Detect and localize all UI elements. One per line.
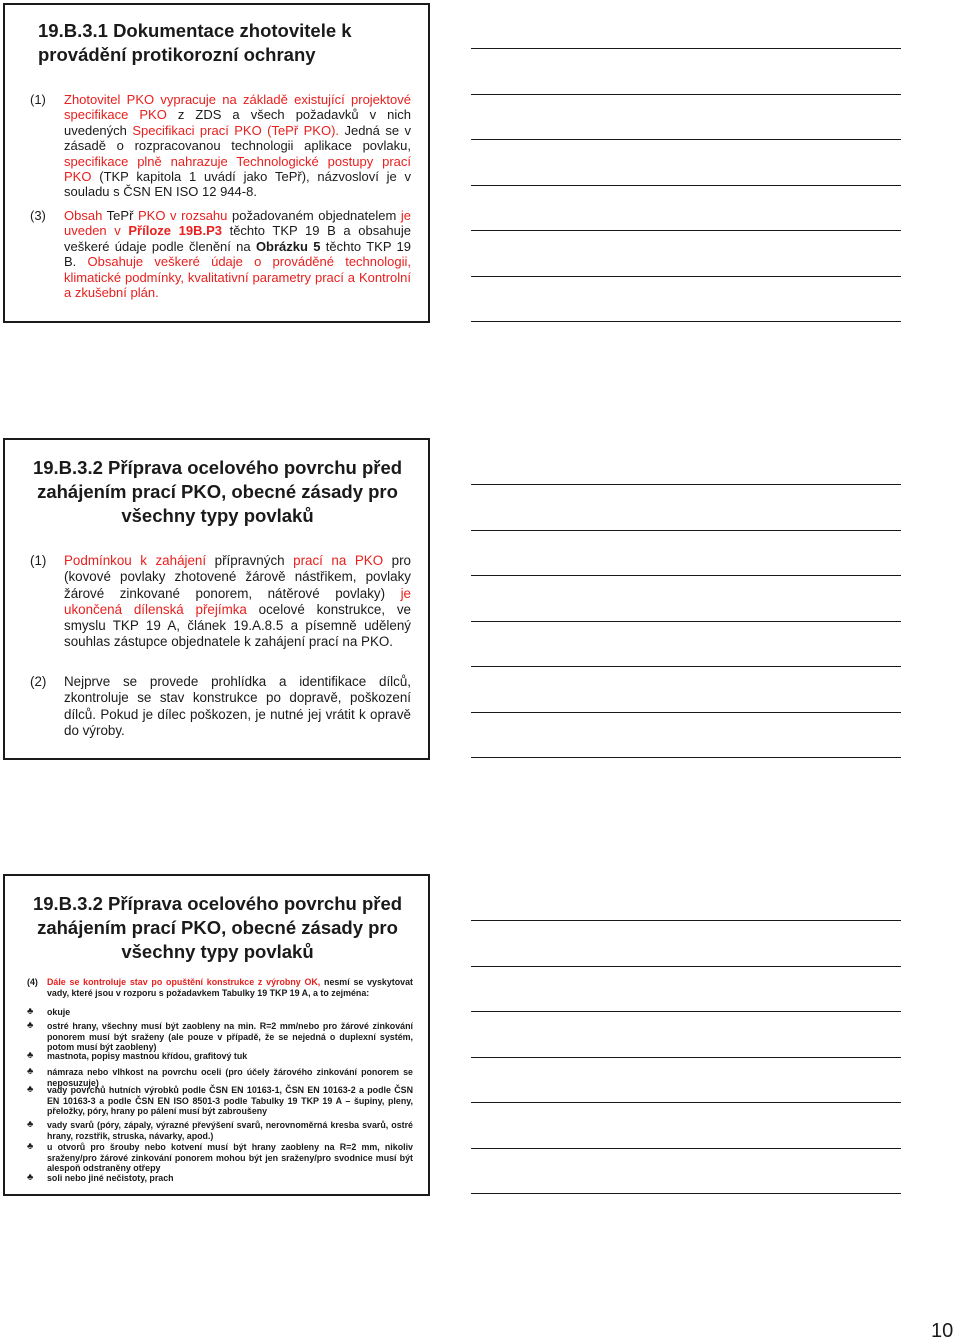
paragraph-number: (3) <box>30 208 46 223</box>
club-bullet-icon: ♣ <box>27 1084 34 1095</box>
note-line <box>471 1148 901 1149</box>
note-line <box>471 530 901 531</box>
text: TePř <box>102 208 138 223</box>
red-text: Obsah <box>64 208 103 223</box>
paragraph-text <box>64 92 411 200</box>
text: (TKP kapitola 1 uvádí jako TePř), názvosloví je v souladu s ČSN EN ISO 12 944-8. <box>64 169 411 200</box>
paragraph-number: (2) <box>30 674 47 689</box>
club-bullet-icon: ♣ <box>27 1066 34 1077</box>
paragraph-number: (4) <box>27 977 38 987</box>
page-number: 10 <box>931 1320 954 1342</box>
defect-list-item <box>27 1085 413 1117</box>
note-line <box>471 757 901 758</box>
paragraph-number: (1) <box>30 92 46 107</box>
note-line <box>471 1102 901 1103</box>
slide-1-title: 19.B.3.1 Dokumentace zhotovitele k provádění protikorozní ochrany <box>38 20 352 65</box>
slide-3 <box>3 874 430 1196</box>
note-line <box>471 1057 901 1058</box>
club-bullet-icon: ♣ <box>27 1141 34 1152</box>
club-bullet-icon: ♣ <box>27 1172 34 1183</box>
bold-text: Obrázku 5 <box>255 238 321 254</box>
note-line <box>471 230 901 231</box>
text: ocelové konstrukce, ve smyslu TKP 19 A, článek 19.A.8.5 a písemně udělený souhlas zástupce objednatele k zahájení prací na PKO. <box>64 601 411 650</box>
defect-list-item <box>27 1173 413 1184</box>
defect-list-item-text: ostré hrany, všechny musí být zaobleny na min. R=2 mm/nebo pro žárové zinkování ponorem musí být sraženy (ale pouze v případě, že se nejedná o duplexní systém, potom musí být zaobleny) <box>47 1021 413 1053</box>
red-text: prací na PKO <box>293 553 384 568</box>
slide-2-paragraph-1 <box>30 553 411 651</box>
note-line <box>471 1011 901 1012</box>
club-bullet-icon: ♣ <box>27 1119 34 1130</box>
slide-2 <box>3 438 430 760</box>
text: těchto TKP 19 B a obsahuje veškeré údaje podle členění na <box>64 223 412 254</box>
defect-list-item-text: vady svarů (póry, zápaly, výrazné převýšení svarů, nerovnoměrná kresba svarů, ostré hrany, rozstřik, struska, návarky, apod.) <box>47 1120 413 1141</box>
defect-list-item-text: mastnota, popisy mastnou křídou, grafitový tuk <box>47 1051 248 1061</box>
note-line <box>471 276 901 277</box>
paragraph-text: Nejprve se provede prohlídka a identifikace dílců, zkontroluje se stav konstrukce po dopravě, poškození dílců. Pokud je dílec poškozen, je nutné jej vrátit k opravě do výroby. <box>64 674 411 738</box>
red-text: Zhotovitel PKO vypracuje na základě existující projektové specifikace PKO <box>64 92 411 123</box>
defect-list-item <box>27 1051 413 1062</box>
club-bullet-icon: ♣ <box>27 1050 34 1061</box>
note-line <box>471 621 901 622</box>
red-bold-text: Příloze 19B.P3 <box>128 223 222 239</box>
text: pro (kovové povlaky zhotovené žárově nástřikem, povlaky žárové zinkované ponorem, nátěrové povlaky) <box>64 553 412 601</box>
slide-1-paragraph-3 <box>30 208 411 300</box>
red-text: je uveden v <box>64 208 412 239</box>
slide-3-title: 19.B.3.2 Příprava ocelového povrchu před zahájením prací PKO, obecné zásady pro všechny typy povlaků <box>32 893 403 962</box>
note-line <box>471 484 901 485</box>
slide-2-title: 19.B.3.2 Příprava ocelového povrchu před zahájením prací PKO, obecné zásady pro všechny typy povlaků <box>32 457 403 526</box>
note-line <box>471 966 901 967</box>
red-text: Obsahuje veškeré údaje o prováděné technologii, klimatické podmínky, kvalitativní parametry prací a Kontrolní a zkušební plán. <box>64 254 411 301</box>
note-line <box>471 185 901 186</box>
defect-list-item-text: soli nebo jiné nečistoty, prach <box>47 1173 174 1183</box>
paragraph-text <box>64 553 411 651</box>
slide-2-paragraph-2 <box>30 674 411 739</box>
note-line <box>471 575 901 576</box>
red-text: je ukončená dílenská přejímka <box>64 585 411 617</box>
paragraph-text <box>47 977 413 998</box>
red-text: Podmínkou k zahájení <box>64 553 207 568</box>
text: požadovaném objednatelem <box>227 208 401 223</box>
slide-3-paragraph-4 <box>27 977 413 998</box>
note-line <box>471 666 901 667</box>
red-text: PKO v rozsahu <box>138 208 228 223</box>
defect-list-item <box>27 1007 413 1018</box>
paragraph-text <box>64 208 411 300</box>
red-text: specifikace plně nahrazuje Technologické postupy prací PKO <box>64 153 411 185</box>
note-line <box>471 94 901 95</box>
text: přípravných <box>206 553 294 568</box>
defect-list-item <box>27 1021 413 1053</box>
red-text: Specifikaci prací PKO (TePř PKO). <box>132 122 340 138</box>
note-line <box>471 321 901 322</box>
note-line <box>471 48 901 49</box>
defect-list-item <box>27 1142 413 1174</box>
defect-list-item-text: okuje <box>47 1007 71 1017</box>
defect-list-item <box>27 1120 413 1141</box>
club-bullet-icon: ♣ <box>27 1006 34 1017</box>
club-bullet-icon: ♣ <box>27 1020 34 1031</box>
note-line <box>471 139 901 140</box>
slide-1-paragraph-1 <box>30 92 411 200</box>
text: nesmí se vyskytovat vady, které jsou v rozporu s požadavkem Tabulky 19 TKP 19 A, a to zejména: <box>47 977 413 998</box>
slide-1 <box>3 3 430 323</box>
note-line <box>471 712 901 713</box>
text: Jedná se v zásadě o rozpracovanou technologii aplikace povlaku, <box>64 122 411 154</box>
paragraph-number: (1) <box>30 553 47 568</box>
red-text: Dále se kontroluje stav po opuštění konstrukce z výrobny OK, <box>47 977 321 987</box>
defect-list-item-text: u otvorů pro šrouby nebo kotvení musí být hrany zaobleny na R=2 mm, nikoliv sraženy/pro žárové zinkování ponorem mohou být jen sraženy/pro svodnice musí být alespoň odstraněny otřepy <box>47 1142 413 1174</box>
note-line <box>471 1193 901 1194</box>
text: těchto TKP 19 B. <box>64 238 412 270</box>
defect-list-item-text: vady povrchů hutních výrobků podle ČSN EN 10163-1, ČSN EN 10163-2 a podle ČSN EN 10163-3 a podle ČSN EN ISO 8501-3 podle Tabulky 19 TKP 19 A – šupiny, pleny, přeložky, póry, hrany po pálení musí být zabroušeny <box>47 1085 413 1117</box>
defect-list-item-text: námraza nebo vlhkost na povrchu oceli (pro účely žárového zinkování ponorem se neposuzuje) <box>47 1067 413 1088</box>
text: z ZDS a všech požadavků v nich uvedených <box>64 107 412 138</box>
note-line <box>471 920 901 921</box>
